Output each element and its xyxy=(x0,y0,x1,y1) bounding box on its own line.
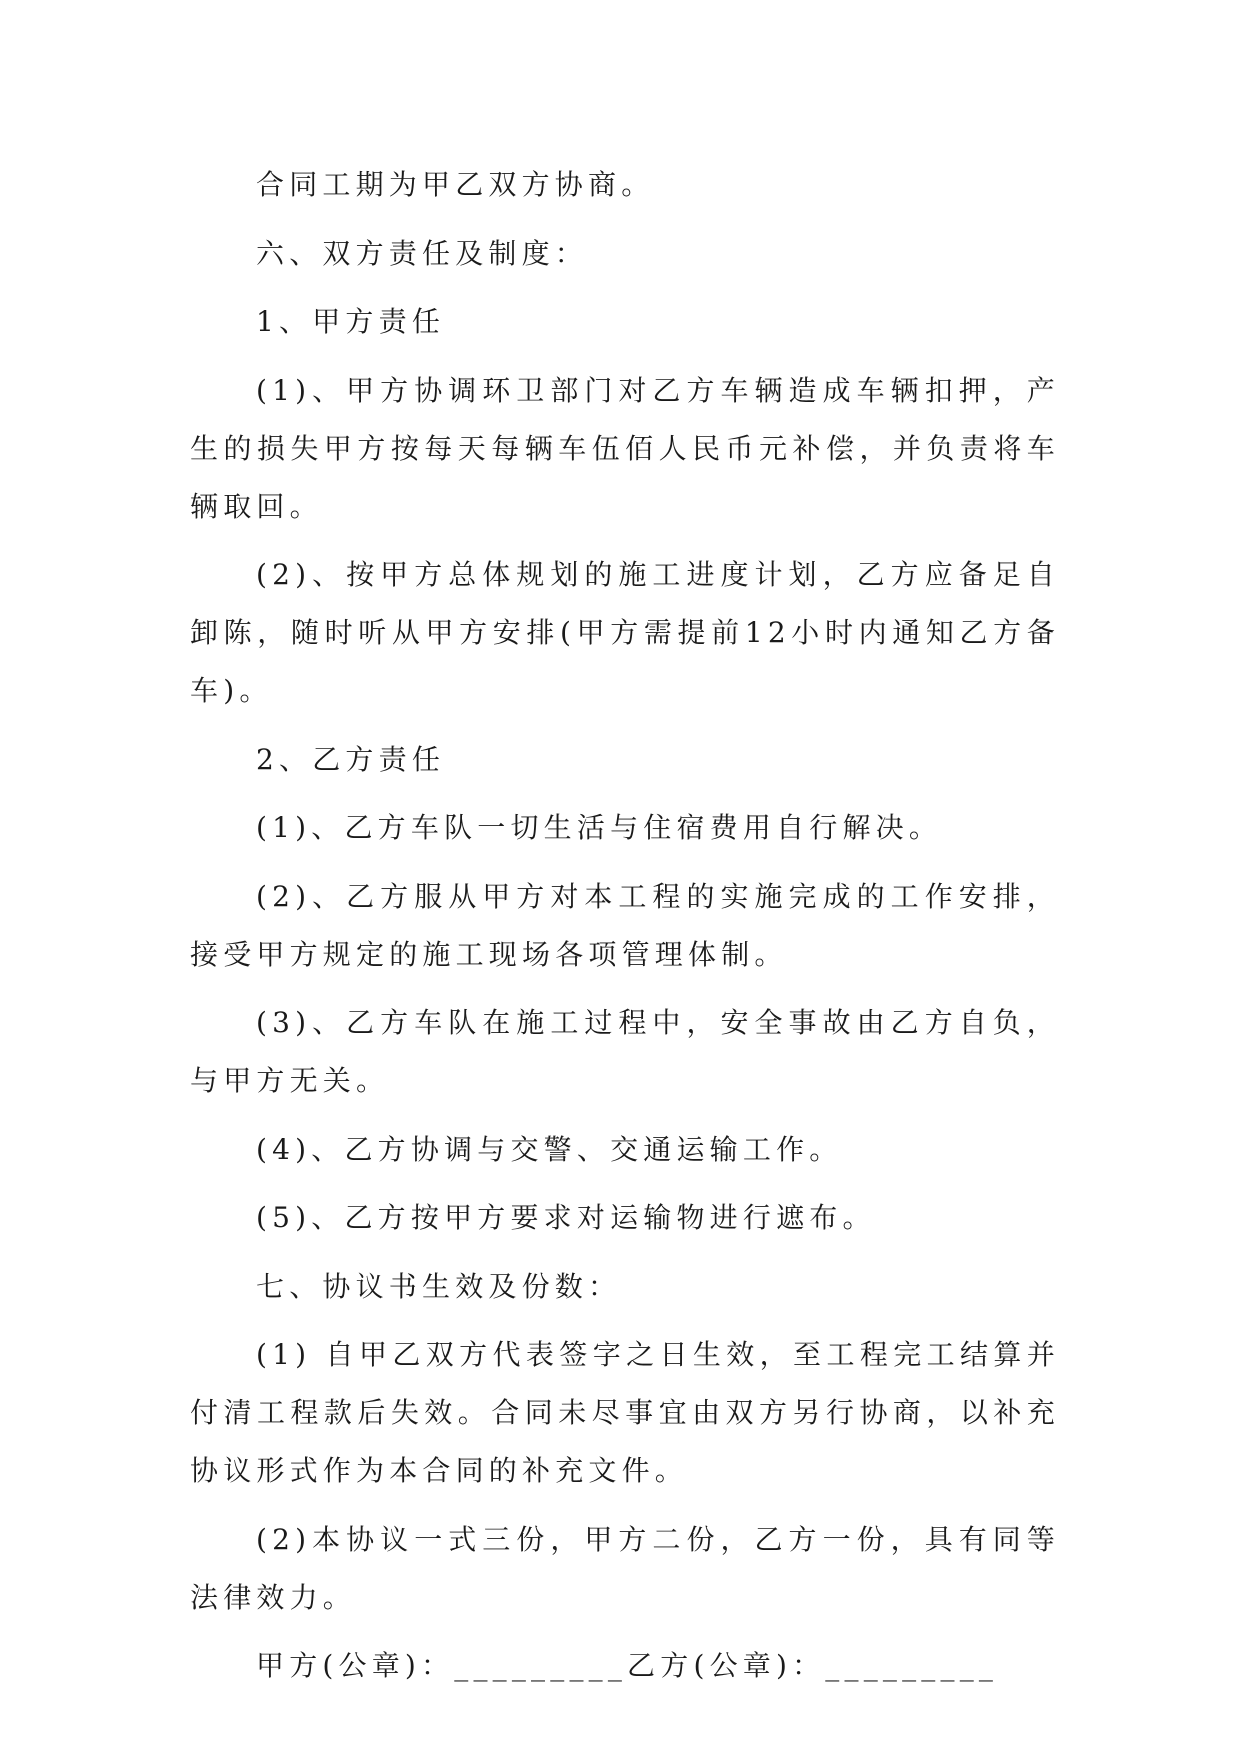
document-page xyxy=(190,156,1060,1695)
paragraph-effect-item-2: (2)本协议一式三份，甲方二份，乙方一份，具有同等法律效力。 xyxy=(190,1522,1060,1614)
subheading-party-a: 1、甲方责任 xyxy=(256,305,446,338)
section-heading-effect: 七、协议书生效及份数： xyxy=(256,1269,622,1303)
paragraph-party-b-item-1: (1)、乙方车队一切生活与住宿费用自行解决。 xyxy=(256,811,943,844)
paragraph-party-b-item-2: (2)、乙方服从甲方对本工程的实施完成的工作安排，接受甲方规定的施工现场各项管理体制。 xyxy=(190,879,1060,971)
paragraph-party-b-item-3: (3)、乙方车队在施工过程中，安全事故由乙方自负，与甲方无关。 xyxy=(190,1006,1060,1097)
section-heading-responsibilities: 六、双方责任及制度： xyxy=(256,236,589,270)
paragraph-party-a-item-1: (1)、甲方协调环卫部门对乙方车辆造成车辆扣押，产生的损失甲方按每天每辆车伍佰人民币元补偿，并负责将车辆取回。 xyxy=(190,373,1060,523)
signature-line: 甲方(公章)：_________乙方(公章)：_________ xyxy=(256,1649,999,1682)
paragraph-party-b-item-5: (5)、乙方按甲方要求对运输物进行遮布。 xyxy=(256,1201,876,1234)
paragraph-party-b-item-4: (4)、乙方协调与交警、交通运输工作。 xyxy=(256,1132,843,1166)
paragraph-contract-period: 合同工期为甲乙双方协商。 xyxy=(256,168,655,201)
paragraph-effect-item-1: (1) 自甲乙双方代表签字之日生效，至工程完工结算并付清工程款后失效。合同未尽事宜由双方另行协商，以补充协议形式作为本合同的补充文件。 xyxy=(190,1338,1060,1487)
subheading-party-b: 2、乙方责任 xyxy=(256,742,446,776)
paragraph-party-a-item-2: (2)、按甲方总体规划的施工进度计划，乙方应备足自卸陈，随时听从甲方安排(甲方需提前12小时内通知乙方备车)。 xyxy=(190,558,1060,707)
